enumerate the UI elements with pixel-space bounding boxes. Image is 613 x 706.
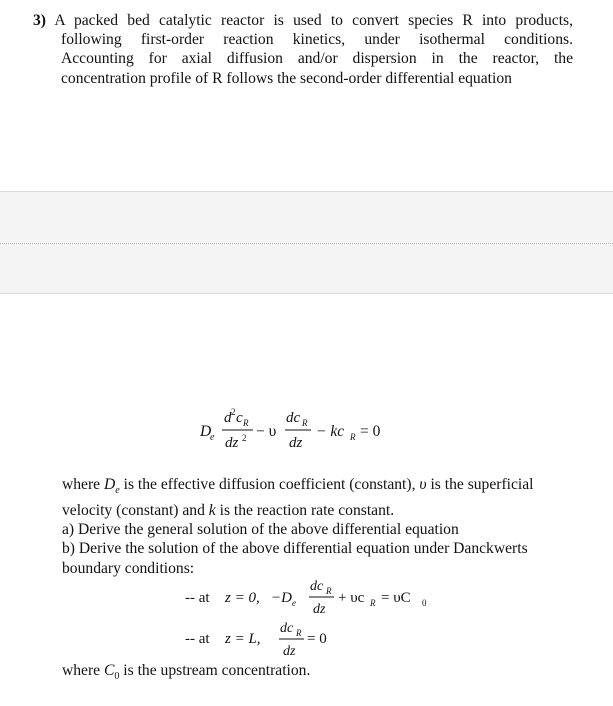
eq-zero: = 0 bbox=[360, 423, 381, 440]
bc2-num-sub: R bbox=[296, 628, 302, 638]
eq-tail-sub: R bbox=[350, 432, 356, 442]
bc1-cond: z = 0, bbox=[225, 590, 260, 606]
bc2-num: dc bbox=[280, 621, 294, 636]
bc1-rhs: + υc bbox=[338, 590, 365, 606]
explanation-text bbox=[62, 475, 574, 578]
closing-line: where $C_0$ is the upstream concentration. bbox=[62, 662, 311, 683]
bc2-eq: = 0 bbox=[307, 631, 327, 647]
bc2-prefix: -- at bbox=[185, 631, 210, 647]
differential-equation bbox=[200, 405, 410, 455]
bc2-den: dz bbox=[283, 644, 296, 659]
part-b: b) Derive the solution of the above differential equation under Danckwerts bbox=[62, 540, 528, 558]
statement-line-2: following first-order reaction kinetics, under isothermal conditions. bbox=[61, 31, 573, 49]
eq-num2: dc bbox=[286, 410, 301, 426]
question-number: 3) bbox=[33, 12, 46, 29]
eq-den2: dz bbox=[289, 435, 303, 451]
statement-line-4: concentration profile of R follows the second-order differential equation bbox=[61, 69, 512, 87]
bc1-sub-e: e bbox=[292, 598, 296, 608]
bc1-sub0: 0 bbox=[422, 598, 427, 608]
part-b-cont: boundary conditions: bbox=[62, 559, 195, 577]
bc1-lhs: −D bbox=[271, 590, 292, 606]
eq-num1-d: d bbox=[224, 410, 232, 426]
eq-den1: dz bbox=[225, 435, 239, 451]
part-a: a) Derive the general solution of the above differential equation bbox=[62, 520, 459, 538]
bc1-rhs-sub: R bbox=[370, 598, 376, 608]
dotted-divider bbox=[0, 243, 613, 244]
eq-num1-sup: 2 bbox=[231, 407, 236, 417]
empty-answer-band bbox=[0, 191, 613, 294]
bc1-prefix: -- at bbox=[185, 590, 210, 606]
eq-minus-v: − υ bbox=[256, 423, 277, 440]
eq-tail: − kc bbox=[316, 423, 345, 440]
eq-coef-D: D bbox=[200, 423, 212, 440]
eq-num2-sub: R bbox=[302, 418, 308, 428]
eq-den1-sup: 2 bbox=[242, 433, 247, 443]
statement-line-1: 3) A packed bed catalytic reactor is used to convert species R into products, bbox=[33, 12, 573, 29]
bc1-eq: = υC bbox=[381, 590, 411, 606]
eq-num1-sub: R bbox=[243, 418, 249, 428]
explanation-line-2: velocity (constant) and k is the reaction rate constant. bbox=[62, 501, 395, 519]
problem-statement bbox=[33, 11, 573, 88]
explanation-line-1: where $D_e$ is the effective diffusion coefficient (constant), υ is the superficial bbox=[62, 476, 534, 497]
bc1-den: dz bbox=[313, 602, 326, 617]
bc2-cond: z = L, bbox=[225, 631, 261, 647]
bc1-num-sub: R bbox=[326, 586, 332, 596]
eq-num1-c: c bbox=[236, 410, 243, 426]
boundary-condition-1 bbox=[185, 577, 445, 619]
statement-line-3: Accounting for axial diffusion and/or dispersion in the reactor, the bbox=[61, 50, 573, 68]
eq-sub-e: e bbox=[210, 432, 215, 443]
boundary-condition-2 bbox=[185, 621, 385, 661]
bc1-num: dc bbox=[310, 579, 324, 594]
